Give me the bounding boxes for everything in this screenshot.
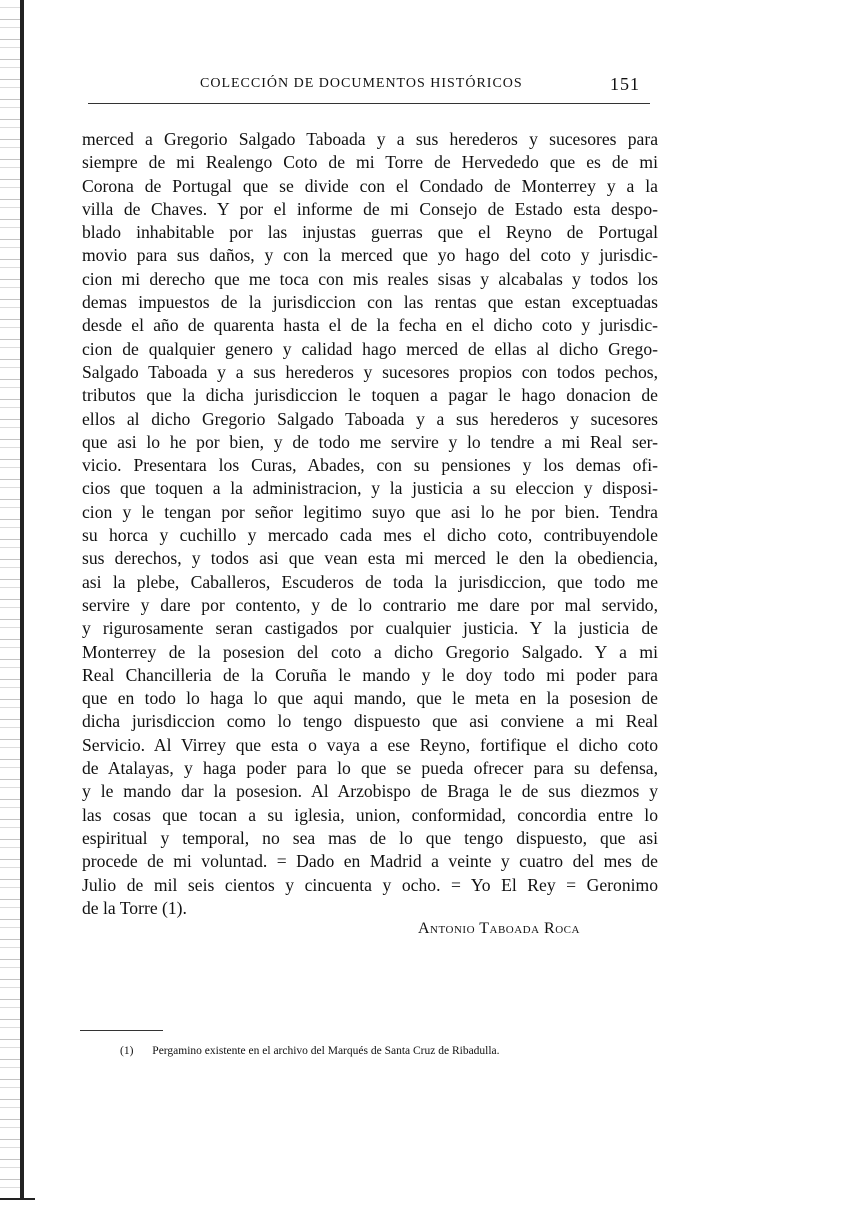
footnote-text: Pergamino existente en el archivo del Marqués de Santa Cruz de Ribadulla. (152, 1045, 500, 1057)
text-line: espiritual y temporal, no sea mas de lo que tengo dispuesto, que asi (82, 827, 658, 848)
text-line: Julio de mil seis cientos y cincuenta y ocho. = Yo El Rey = Geronimo (82, 874, 658, 895)
text-line: movio para sus daños, y con la merced que yo hago del coto y jurisdic- (82, 245, 658, 266)
text-line: sus derechos, y todos asi que vean esta mi merced le den la obediencia, (82, 548, 658, 569)
scan-edge-noise (0, 0, 20, 1200)
text-line: Servicio. Al Virrey que esta o vaya a ese Reyno, fortifique el dicho coto (82, 734, 658, 755)
text-line: y rigurosamente seran castigados por cualquier justicia. Y la justicia de (82, 618, 658, 639)
body-text (82, 128, 658, 920)
text-line: que en todo lo haga lo que aqui mando, que le meta en la posesion de (82, 688, 658, 709)
text-line: cion y le tengan por señor legitimo suyo que asi lo he por bien. Tendra (82, 501, 658, 522)
text-line: Real Chancilleria de la Coruña le mando y le doy todo mi poder para (82, 664, 658, 685)
text-line: cios que toquen a la administracion, y la justicia a su eleccion y disposi- (82, 478, 658, 499)
text-line: procede de mi voluntad. = Dado en Madrid a veinte y cuatro del mes de (82, 851, 658, 872)
footnote-mark: (1) (120, 1045, 134, 1057)
header-title: COLECCIÓN DE DOCUMENTOS HISTÓRICOS (200, 76, 523, 91)
text-line: de Atalayas, y haga poder para lo que se pueda ofrecer para su defensa, (82, 758, 658, 779)
text-line: su horca y cuchillo y mercado cada mes el dicho coto, contribuyendole (82, 525, 658, 546)
text-line: las cosas que tocan a su iglesia, union, conformidad, concordia entre lo (82, 804, 658, 825)
text-line: blado inhabitable por las injustas guerras que el Reyno de Portugal (82, 222, 658, 243)
footnote-rule (80, 1030, 163, 1031)
text-line: Corona de Portugal que se divide con el Condado de Monterrey y a la (82, 175, 658, 196)
text-line: tributos que la dicha jurisdiccion le toquen a pagar le hago donacion de (82, 385, 658, 406)
text-line: y le mando dar la posesion. Al Arzobispo de Braga le de sus diezmos y (82, 781, 658, 802)
text-line: dicha jurisdiccion como lo tengo dispuesto que asi conviene a mi Real (82, 711, 658, 732)
text-line: demas impuestos de la jurisdiccion con las rentas que estan exceptuadas (82, 292, 658, 313)
text-line: Monterrey de la posesion del coto a dicho Gregorio Salgado. Y a mi (82, 641, 658, 662)
scan-edge (20, 0, 24, 1200)
text-line: asi la plebe, Caballeros, Escuderos de toda la jurisdiccion, que todo me (82, 571, 658, 592)
text-line: merced a Gregorio Salgado Taboada y a sus herederos y sucesores para (82, 129, 658, 149)
footnote (120, 1045, 500, 1057)
text-line: servire y dare por contento, y de lo contrario me dare por mal servido, (82, 594, 658, 615)
text-line: Salgado Taboada y a sus herederos y sucesores propios con todos pechos, (82, 361, 658, 382)
text-line: de la Torre (1). (82, 897, 187, 918)
text-line: desde el año de quarenta hasta el de la fecha en el dicho coto y jurisdic- (82, 315, 658, 336)
text-line: villa de Chaves. Y por el informe de mi Consejo de Estado esta despo- (82, 198, 658, 219)
header-rule (88, 103, 650, 104)
text-line: que asi lo he por bien, y de todo me servire y lo tendre a mi Real ser- (82, 431, 658, 452)
scan-edge-bottom (0, 1198, 35, 1200)
running-header (88, 74, 650, 98)
text-line: vicio. Presentara los Curas, Abades, con su pensiones y los demas ofi- (82, 455, 658, 476)
signature: Antonio Taboada Roca (418, 920, 580, 937)
text-line: cion mi derecho que me toca con mis reales sisas y alcabalas y todos los (82, 268, 658, 289)
page-number: 151 (610, 74, 640, 94)
text-line: siempre de mi Realengo Coto de mi Torre de Hervededo que es de mi (82, 152, 658, 173)
text-line: ellos al dicho Gregorio Salgado Taboada y a sus herederos y sucesores (82, 408, 658, 429)
text-line: cion de qualquier genero y calidad hago merced de ellas al dicho Grego- (82, 338, 658, 359)
